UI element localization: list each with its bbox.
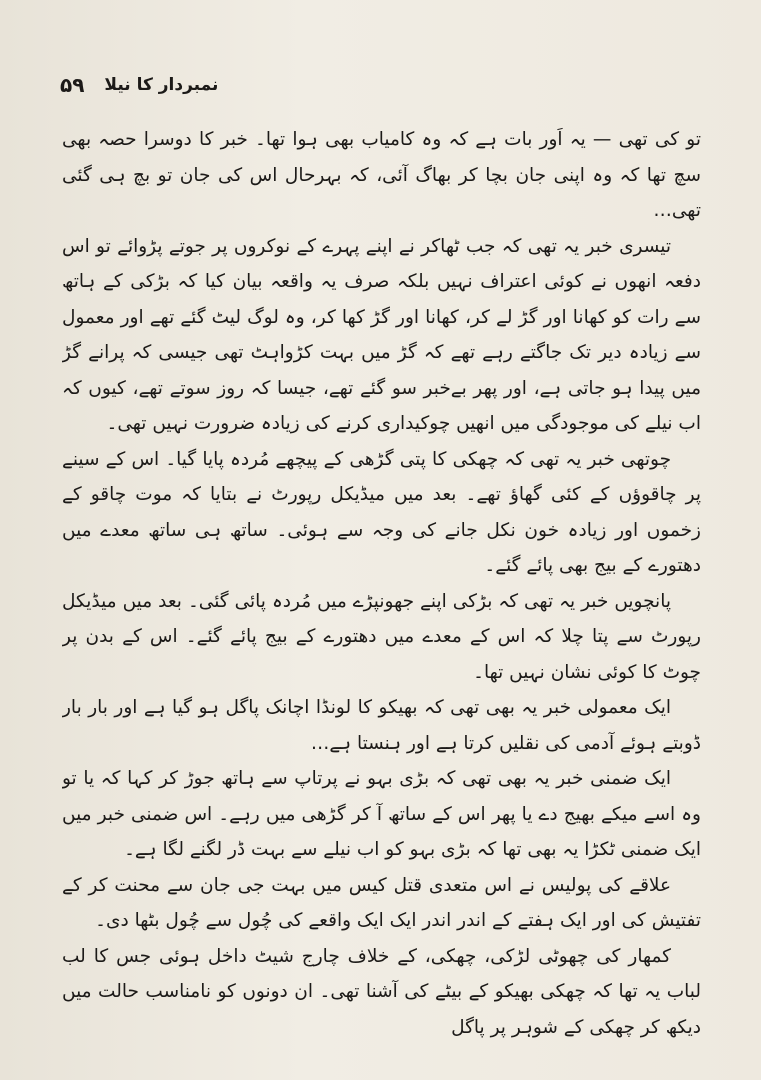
page-number: ۵۹	[60, 73, 85, 97]
running-title: نمبردار کا نیلا	[104, 75, 219, 95]
paragraph: تو کی تھی — یہ اَور بات ہے کہ وہ کامیاب بھی ہوا تھا۔ خبر کا دوسرا حصہ بھی سچ تھا کہ وہ اپنی جان بچا کر بھاگ آئی، کہ بہرحال اس کی جان تو بچ ہی گئی تھی…	[62, 129, 701, 221]
paragraph: علاقے کی پولیس نے اس متعدی قتل کیس میں بہت جی جان سے محنت کر کے تفتیش کی اور ایک ہفتے کے اندر اندر ایک ایک واقعے کی چُول سے چُول بٹھا دی۔	[62, 874, 701, 931]
body-text	[62, 122, 701, 1060]
paragraph: چوتھی خبر یہ تھی کہ چھکی کا پتی گڑھی کے پیچھے مُردہ پایا گیا۔ اس کے سینے پر چاقوؤں کے کئی گھاؤ تھے۔ بعد میں میڈیکل رپورٹ نے بتایا کہ موت چاقو کے زخموں اور زیادہ خون نکل جانے کی وجہ سے ہوئی۔ ساتھ ہی ساتھ معدے میں دھتورے کے بیج بھی پائے گئے۔	[62, 448, 701, 576]
paragraph: تیسری خبر یہ تھی کہ جب ٹھاکر نے اپنے پہرے کے نوکروں پر جوتے پڑوائے تو اس دفعہ انھوں نے کوئی اعتراف نہیں بلکہ صرف یہ واقعہ بیان کیا کہ بڑکی کے ہاتھ سے رات کو کھانا اور گڑ لے کر، کھانا اور گڑ کھا کر، وہ لوگ لیٹ گئے تھے اور معمول سے زیادہ دیر تک جاگتے رہے تھے کہ گڑ میں بہت کڑواہٹ تھی جیسی کہ پرانے گڑ میں پیدا ہو جاتی ہے، اور پھر بےخبر سو گئے تھے، جیسا کہ روز سوتے تھے، کیوں کہ اب نیلے کی موجودگی میں انھیں چوکیداری کرنے کی زیادہ ضرورت نہیں تھی۔	[62, 235, 701, 434]
paragraph: کمھار کی چھوٹی لڑکی، چھکی، کے خلاف چارج شیٹ داخل ہوئی جس کا لب لباب یہ تھا کہ چھکی بھیکو کے بیٹے کی آشنا تھی۔ ان دونوں کو نامناسب حالت میں دیکھ کر چھکی کے شوہر پر پاگل	[62, 945, 701, 1038]
page-header	[60, 68, 701, 102]
paragraph: ایک معمولی خبر یہ بھی تھی کہ بھیکو کا لونڈا اچانک پاگل ہو گیا ہے اور بار بار ڈوبتے ہوئے آدمی کی نقلیں کرتا ہے اور ہنستا ہے…	[62, 697, 701, 754]
paragraph: پانچویں خبر یہ تھی کہ بڑکی اپنے جھونپڑے میں مُردہ پائی گئی۔ بعد میں میڈیکل رپورٹ سے پتا چلا کہ اس کے معدے میں دھتورے کے بیج پائے گئے۔ اس کے بدن پر چوٹ کا کوئی نشان نہیں تھا۔	[62, 590, 701, 683]
paragraph: ایک ضمنی خبر یہ بھی تھی کہ بڑی بہو نے پرتاپ سے ہاتھ جوڑ کر کہا کہ یا تو وہ اسے میکے بھیج دے یا پھر اس کے ساتھ آ کر گڑھی میں رہے۔ اس ضمنی خبر میں ایک ضمنی ٹکڑا یہ بھی تھا کہ بڑی بہو کو اب نیلے سے بہت ڈر لگنے لگا ہے۔	[62, 768, 701, 860]
